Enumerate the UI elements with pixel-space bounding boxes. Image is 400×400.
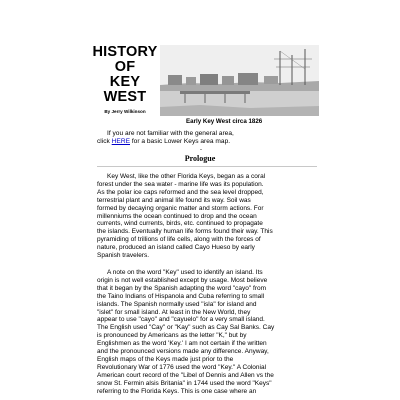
paragraph-line: origin is not well established except by usage. Most believe: [97, 276, 268, 284]
author-byline: By Jerry Wilkinson: [104, 109, 146, 114]
paragraph-line: The English used "Cay" or "Kay" such as Cay Sal Banks. Cay: [97, 324, 275, 332]
paragraph-line: As the polar ice caps reformed and the sea level dropped,: [97, 188, 264, 196]
page-header: [92, 45, 319, 125]
paragraph-prologue: [97, 173, 317, 260]
paragraph-line: the Taino Indians of Hispanola and Cuba referring to small: [97, 292, 265, 300]
paragraph-line: formed by decaying organic matter and storm actions. For: [97, 204, 264, 212]
paragraph-line: pyramiding of trillions of life cells, along with the forces of: [97, 236, 261, 244]
paragraph-line: A note on the word "Key" used to identify an island. Its: [107, 269, 263, 276]
paragraph-line: islands. The Spanish normally used "isla" for island and: [97, 300, 257, 308]
paragraph-line: nature, produced an island called Cayo Hueso by early: [97, 244, 255, 252]
paragraph-line: millenniums the ocean continued to drop and the ocean: [97, 212, 257, 220]
paragraph-line: and the pronounced versions made any difference. Anyway,: [97, 348, 269, 356]
harbor-illustration: [160, 45, 319, 116]
paragraph-line: Key West, like the other Florida Keys, began as a coral: [107, 173, 266, 180]
paragraph-line: Englishmen as the word 'Key.' I am not certain if the written: [97, 340, 267, 348]
paragraph-line: "islet" for small island. At least in the New World, they: [97, 308, 251, 316]
intro-line-1: If you are not familiar with the general area,: [107, 130, 234, 137]
title-line-1: HISTORY: [92, 44, 158, 60]
historic-photo: [160, 45, 319, 116]
intro-click-word: click: [97, 138, 110, 145]
paragraph-line: forest under the sea water - marine life was its population.: [97, 180, 264, 188]
paragraph-line: snow St. Fermin alsis Britania" in 1744 used the word "Keys": [97, 379, 272, 387]
intro-line-2-rest: for a basic Lower Keys area map.: [131, 138, 231, 145]
paragraph-line: is pronounced by Americans as the letter "K," but by: [97, 332, 247, 340]
paragraph-line: terrestrial plant and animal life found its way. Soil was: [97, 196, 251, 204]
title-line-2: OF: [114, 59, 136, 75]
title-line-4: WEST: [103, 89, 147, 105]
title-block: [92, 45, 158, 114]
paragraph-line: currents, wind currents, birds, etc. continued to propagate: [97, 220, 263, 228]
paragraph-line: the islands. Eventually human life forms found their way. This: [97, 228, 273, 236]
paragraph-line: that it began by the Spanish adapting the word "cayo" from: [97, 284, 267, 292]
paragraph-line: appear to use "cayo" and "cayuelo" for a very small island.: [97, 316, 265, 324]
horizontal-rule: [97, 166, 317, 167]
intro-text: [97, 130, 317, 146]
paragraph-line: Spanish travelers.: [97, 252, 150, 260]
title-line-3: KEY: [109, 74, 141, 90]
paragraph-line: referring to the Florida Keys. This is one case where an: [97, 387, 257, 395]
section-title-prologue: Prologue: [184, 154, 216, 163]
map-link[interactable]: HERE: [111, 138, 130, 145]
photo-caption: Early Key West circa 1826: [186, 118, 263, 125]
paragraph-line: American court record of the "Libel of Dennis and Allen vs the: [97, 371, 274, 379]
separator-dot: -: [200, 147, 202, 153]
paragraph-line: English maps of the Keys made just prior to the: [97, 355, 234, 363]
paragraph-key-word-note: [97, 269, 317, 396]
paragraph-line: Revolutionary War of 1776 used the word "Key." A Colonial: [97, 363, 267, 371]
